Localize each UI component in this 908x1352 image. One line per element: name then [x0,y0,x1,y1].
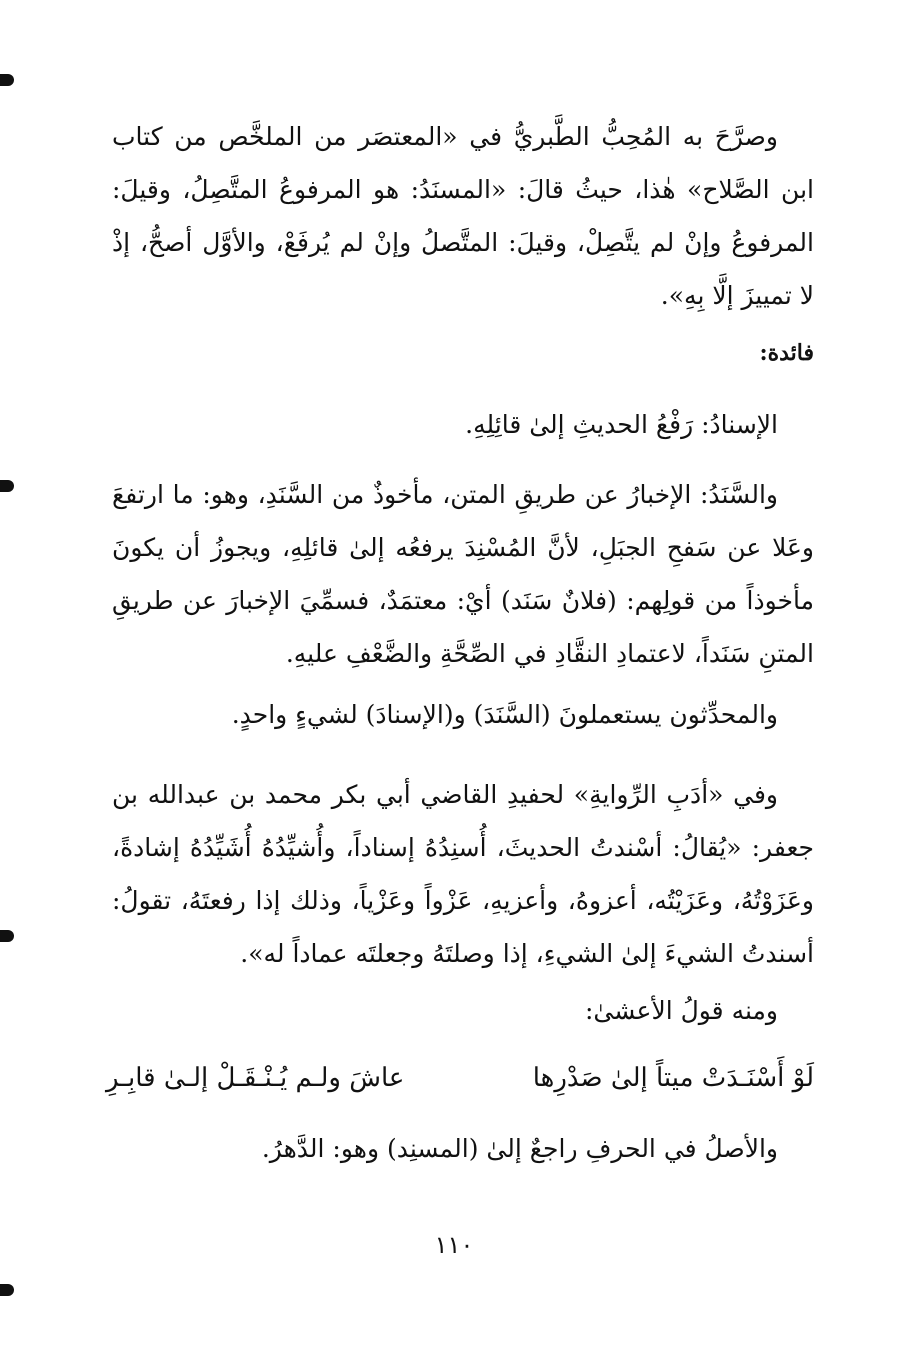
verse-first-hemistich: لَوْ أَسْنَـدَتْ ميتاً إلىٰ صَدْرِها [532,1063,814,1093]
verse-second-hemistich: عاشَ ولـم يُـنْـقَـلْ إلـىٰ قابِـرِ [106,1063,405,1093]
poetry-verse [106,1054,814,1102]
page-number: ١١٠ [434,1231,474,1259]
scan-edge-mark [0,930,14,942]
paragraph-root-meaning: والأصلُ في الحرفِ راجعٌ إلىٰ (المسنِد) وهو: الدَّهرُ. [261,1134,778,1163]
paragraph-tabari-quote: وصرَّحَ به المُحِبُّ الطَّبريُّ في «المعتصَر من الملخَّص من كتاب ابن الصَّلاح» هٰذا، حيثُ قالَ: «المسنَدُ: هو المرفوعُ المتَّصِلُ، وقيلَ: المرفوعُ وإنْ لم يتَّصِلْ، وقيلَ: المتَّصلُ وإنْ لم يُرفَعْ، والأوَّل أصحُّ، إذْ لا تمييزَ إلَّا بِهِ». [112,122,814,310]
paragraph-isnad-definition: الإسنادُ: رَفْعُ الحديثِ إلىٰ قائِلِهِ. [465,410,778,439]
paragraph-asha-intro: ومنه قولُ الأعشىٰ: [584,996,778,1025]
scan-edge-mark [0,74,14,86]
scan-edge-mark [0,480,14,492]
section-heading-faida: فائدة: [759,340,814,366]
paragraph-adab-al-riwaya: وفي «أدَبِ الرِّوايةِ» لحفيدِ القاضي أبي بكر محمد بن عبدالله بن جعفر: «يُقالُ: أسْندتُ الحديثَ، أُسنِدُهُ إسناداً، وأُشيِّدُهُ أُشَيِّدُهُ إشادةً، وعَزَوْتُهُ، وعَزَيْتُه، أعزوهُ، وأعزيهِ، عَزْواً وعَزْياً، وذلك إذا رفعتَهُ، تقولُ: أسندتُ الشيءَ إلىٰ الشيءِ، إذا وصلتَهُ وجعلتَه عماداً له». [112,780,814,968]
paragraph-muhaddithun-usage: والمحدِّثون يستعملونَ (السَّنَدَ) و(الإسنادَ) لشيءٍ واحدٍ. [231,700,778,729]
paragraph-sanad-definition: والسَّنَدُ: الإخبارُ عن طريقِ المتن، مأخوذٌ من السَّنَدِ، وهو: ما ارتفعَ وعَلا عن سَفحِ الجبَلِ، لأنَّ المُسْنِدَ يرفعُه إلىٰ قائلِهِ، ويجوزُ أن يكونَ مأخوذاً من قولِهم: (فلانٌ سَنَد) أيْ: معتمَدٌ، فسمِّيَ الإخبارَ عن طريقِ المتنِ سَنَداً، لاعتمادِ النقَّادِ في الصِّحَّةِ والضَّعْفِ عليهِ. [112,480,814,668]
scan-edge-mark [0,1284,14,1296]
